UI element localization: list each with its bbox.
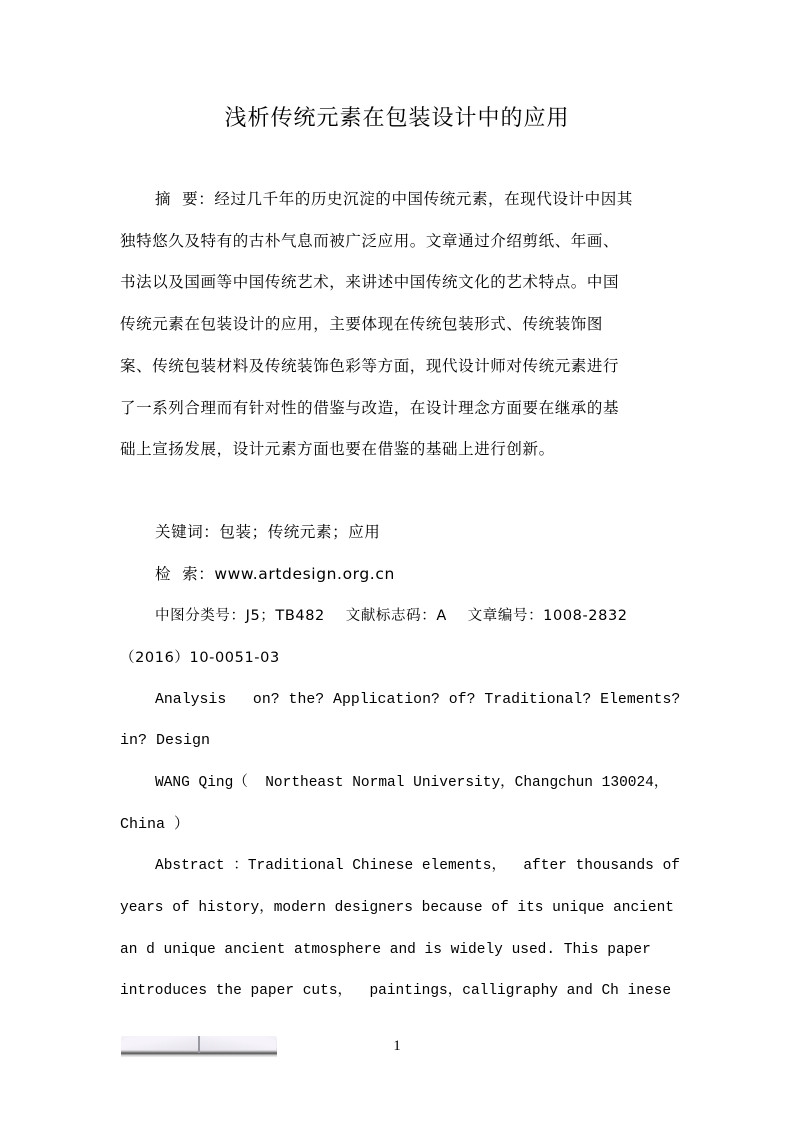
classification-line: 中图分类号：J5；TB482 文献标志码：A 文章编号：1008-2832 <box>155 608 628 624</box>
abstract-en-line: Abstract ：Traditional Chinese elements， after thousands of <box>155 858 680 874</box>
open-book-icon <box>121 1036 277 1057</box>
abstract-cn-line: 书法以及国画等中国传统艺术，来讲述中国传统文化的艺术特点。中国 <box>120 273 620 291</box>
book-right-page <box>200 1036 276 1050</box>
abstract-cn-line: 案、传统包装材料及传统装饰色彩等方面，现代设计师对传统元素进行 <box>120 357 620 375</box>
author-line: China ） <box>120 816 190 833</box>
abstract-cn-line: 了一系列合理而有针对性的借鉴与改造，在设计理念方面要在继承的基 <box>120 399 620 417</box>
abstract-cn-line: 传统元素在包装设计的应用，主要体现在传统包装形式、传统装饰图 <box>120 315 604 333</box>
abstract-en-line: years of history，modern designers because of its unique ancient <box>120 900 674 916</box>
page-number: 1 <box>393 1038 401 1054</box>
abstract-en-line: introduces the paper cuts， paintings，calligraphy and Ch inese <box>120 983 672 999</box>
abstract-cn-line: 础上宣扬发展，设计元素方面也要在借鉴的基础上进行创新。 <box>120 440 555 458</box>
abstract-en-line: an d unique ancient atmosphere and is widely used. This paper <box>120 942 651 958</box>
author-line: WANG Qing（ Northeast Normal University，Changchun 130024， <box>155 775 669 791</box>
book-spine <box>198 1036 200 1053</box>
english-title-line: in? Design <box>120 732 211 749</box>
keywords-line: 关键词：包装；传统元素；应用 <box>155 523 381 541</box>
abstract-cn-line: 摘 要：经过几千年的历史沉淀的中国传统元素，在现代设计中因其 <box>155 190 633 208</box>
book-left-page <box>121 1036 197 1050</box>
document-title: 浅析传统元素在包装设计中的应用 <box>224 106 570 131</box>
abstract-cn-line: 独特悠久及特有的古朴气息而被广泛应用。文章通过介绍剪纸、年画、 <box>120 232 620 250</box>
classification-line: （2016）10-0051-03 <box>120 650 280 666</box>
english-title-line: Analysis on? the? Application? of? Traditional? Elements? <box>155 691 681 708</box>
search-url-line: 检 索：www.artdesign.org.cn <box>155 565 395 583</box>
